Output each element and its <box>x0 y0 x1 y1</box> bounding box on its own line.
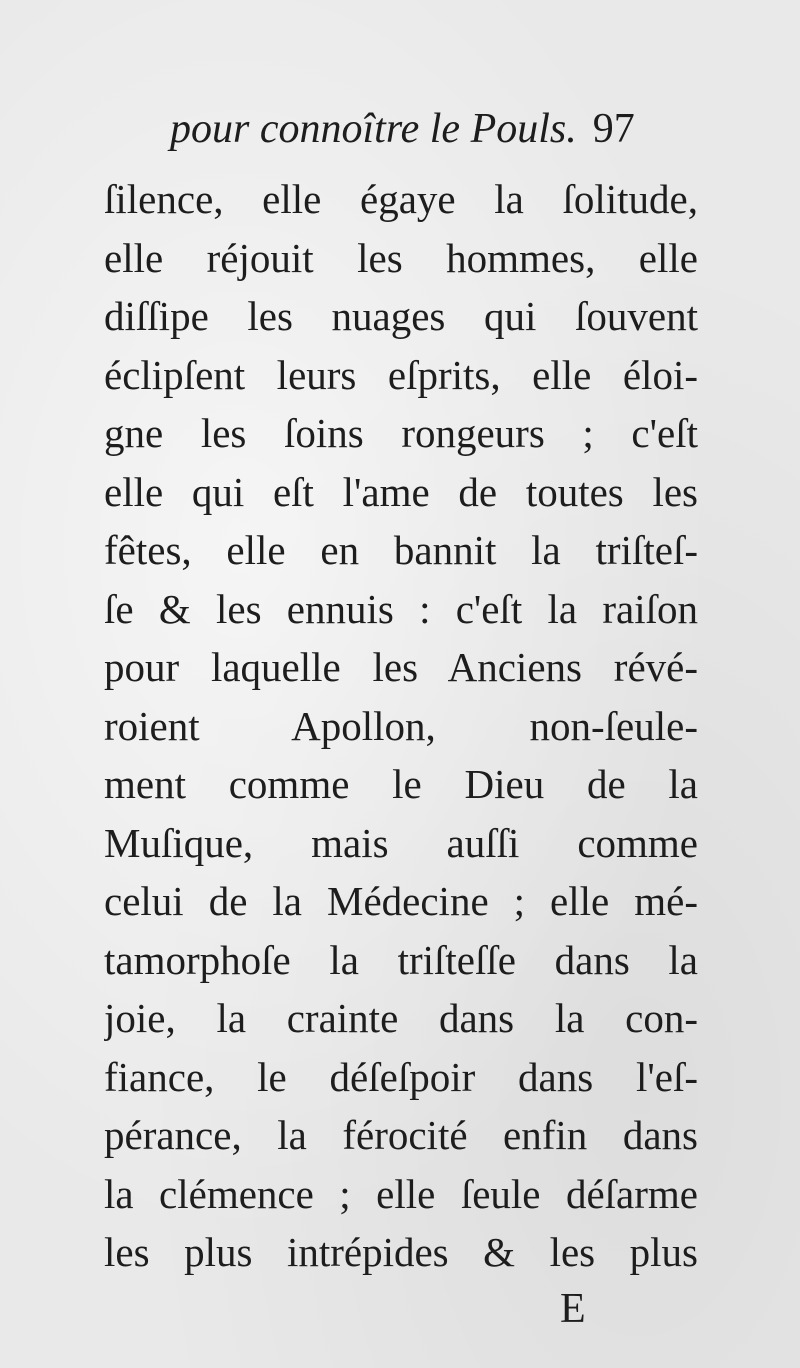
body-text <box>104 170 698 1282</box>
text-line: Muſique, mais auſſi comme <box>104 819 698 866</box>
text-line: pérance, la férocité enfin dans <box>104 1112 698 1158</box>
text-line: diſſipe les nuages qui ſouvent <box>104 293 698 339</box>
text-line: celui de la Médecine ; elle mé- <box>104 878 698 924</box>
page-header <box>170 108 690 150</box>
text-line: ſe & les ennuis : c'eſt la raiſon <box>104 585 698 632</box>
text-line: fiance, le déſeſpoir dans l'eſ- <box>104 1053 698 1100</box>
text-line: les plus intrépides & les plus <box>104 1229 698 1275</box>
text-line: ment comme le Dieu de la <box>104 761 698 807</box>
text-line: éclipſent leurs eſprits, elle éloi- <box>104 351 698 398</box>
text-line: gne les ſoins rongeurs ; c'eſt <box>104 410 698 456</box>
text-line: fêtes, elle en bannit la triſteſ- <box>104 527 698 573</box>
text-line: roient Apollon, non-ſeule- <box>104 702 698 749</box>
running-title: pour connoître le Pouls. <box>170 106 577 152</box>
text-line: tamorphoſe la triſteſſe dans la <box>104 936 698 983</box>
text-line: elle qui eſt l'ame de toutes les <box>104 468 698 515</box>
text-line: elle réjouit les hommes, elle <box>104 234 698 281</box>
text-line: pour laquelle les Anciens révé- <box>104 644 698 690</box>
text-line: la clémence ; elle ſeule déſarme <box>104 1170 698 1217</box>
page-number: 97 <box>592 106 635 152</box>
text-line: joie, la crainte dans la con- <box>104 995 698 1041</box>
signature-mark: E <box>560 1286 586 1332</box>
text-line: ſilence, elle égaye la ſolitude, <box>104 176 698 222</box>
